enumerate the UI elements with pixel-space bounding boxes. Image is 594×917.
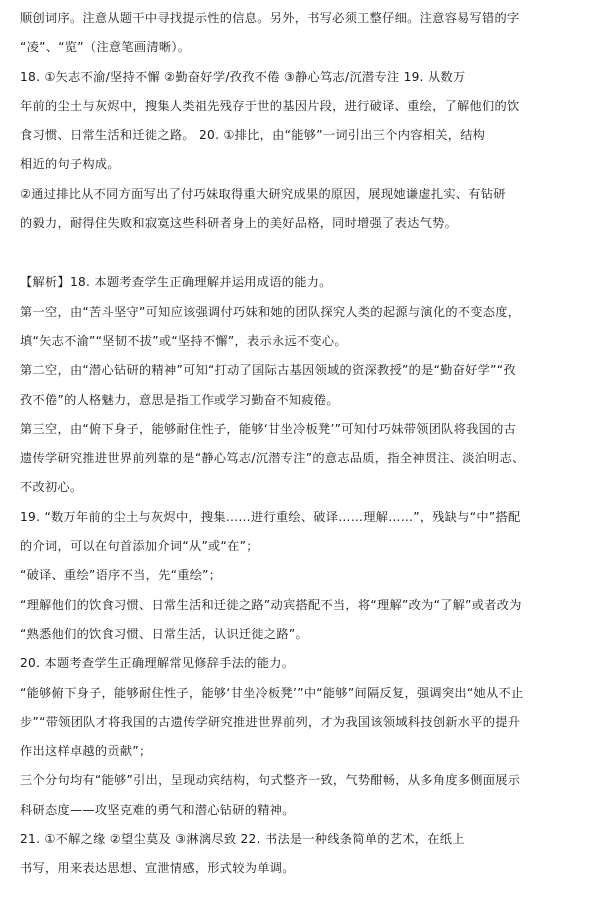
answer-20-2 (20, 180, 572, 239)
text-line: “能够俯下身子，能够耐住性子，能够‘甘坐冷板凳’”中“能够”间隔反复，强调突出“她从不止 (20, 685, 524, 700)
blank-gap (20, 238, 572, 268)
text-line: 的毅力，耐得住失败和寂寞这些科研者身上的美好品格，同时增强了表达气势。 (20, 216, 458, 231)
text-line: 科研态度——攻坚克难的勇气和潜心钻研的精神。 (20, 802, 295, 817)
text-line: “理解他们的饮食习惯、日常生活和迁徙之路”动宾搭配不当，将“理解”改为“了解”或者改为 (20, 597, 522, 612)
text-line: ②通过排比从不同方面写出了付巧妹取得重大研究成果的原因，展现她谦虚扎实、有钻研 (20, 186, 506, 201)
text-line: 第三空，由“俯下身子，能够耐住性子，能够‘甘坐冷板凳’”可知付巧妹带领团队将我国的古 (20, 421, 517, 436)
text-line: 不改初心。 (20, 480, 83, 495)
text-line: 顺创词序。注意从题干中寻找提示性的信息。另外，书写必须工整仔细。注意容易写错的字 (20, 11, 520, 25)
text-line: 三个分句均有“能够”引出，呈现动宾结构，句式整齐一致，气势酣畅，从多角度多侧面展示 (20, 773, 521, 788)
text-line: “熟悉他们的饮食习惯、日常生活，认识迁徙之路”。 (20, 626, 308, 641)
text-line: 20. 本题考查学生正确理解常见修辞手法的能力。 (20, 656, 295, 671)
text-line: 19. “数万年前的尘土与灰烬中，搜集……进行重绘、破译……理解……”，残缺与“中”搭配 (20, 509, 521, 524)
text-line: 孜不倦”的人格魅力，意思是指工作或学习勤奋不知疲倦。 (20, 392, 339, 407)
text-line: 的介词，可以在句首添加介词“从”或“在”； (20, 539, 259, 554)
text-line: 书写，用来表达思想、宣泄情感，形式较为单调。 (20, 861, 295, 876)
text-line: “破译、重绘”语序不当，先“重绘”； (20, 568, 222, 583)
text-line: 年前的尘土与灰烬中，搜集人类祖先残存于世的基因片段，进行破译、重绘，了解他们的饮 (20, 98, 520, 113)
text-line: 填“矢志不渝”“坚韧不拔”或“坚持不懈”，表示永远不变心。 (20, 333, 347, 348)
text-line: 21. ①不解之缘 ②望尘莫及 ③淋漓尽致 22. 书法是一种线条简单的艺术，在纸上 (20, 832, 465, 847)
analysis-20 (20, 649, 572, 825)
text-line: 食习惯、日常生活和迁徙之路。 20. ①排比，由“能够”一词引出三个内容相关，结构 (20, 128, 486, 143)
text-line: “凌”、“览”（注意笔画清晰）。 (20, 40, 191, 55)
analysis-heading: 【解析】18. 本题考查学生正确理解并运用成语的能力。 (20, 275, 332, 290)
text-line: 第二空，由“潜心钻研的精神”可知“打动了国际古基因领域的资深教授”的是“勤奋好学”“孜 (20, 363, 516, 378)
text-line: 步”“带领团队才将我国的古遗传学研究推进世界前列，才为我国该领域科技创新水平的提升 (20, 714, 521, 729)
text-line: 第一空，由“苦斗坚守”可知应该强调付巧妹和她的团队探究人类的起源与演化的不变态度， (20, 304, 521, 319)
text-line: 作出这样卓越的贡献”； (20, 744, 152, 759)
analysis-19 (20, 503, 572, 649)
answer-block-a (20, 4, 572, 63)
answer-21-22 (20, 825, 572, 884)
text-line: 18. ①矢志不渝/坚持不懈 ②勤奋好学/孜孜不倦 ③静心笃志/沉潜专注 19. 从数万 (20, 69, 466, 84)
text-line: 遗传学研究推进世界前列靠的是“静心笃志/沉潜专注”的意志品质，指全神贯注、淡泊明志、 (20, 451, 525, 466)
answer-18-19-20 (20, 63, 572, 180)
text-line: 相近的句子构成。 (20, 157, 120, 172)
analysis-18 (20, 268, 572, 502)
